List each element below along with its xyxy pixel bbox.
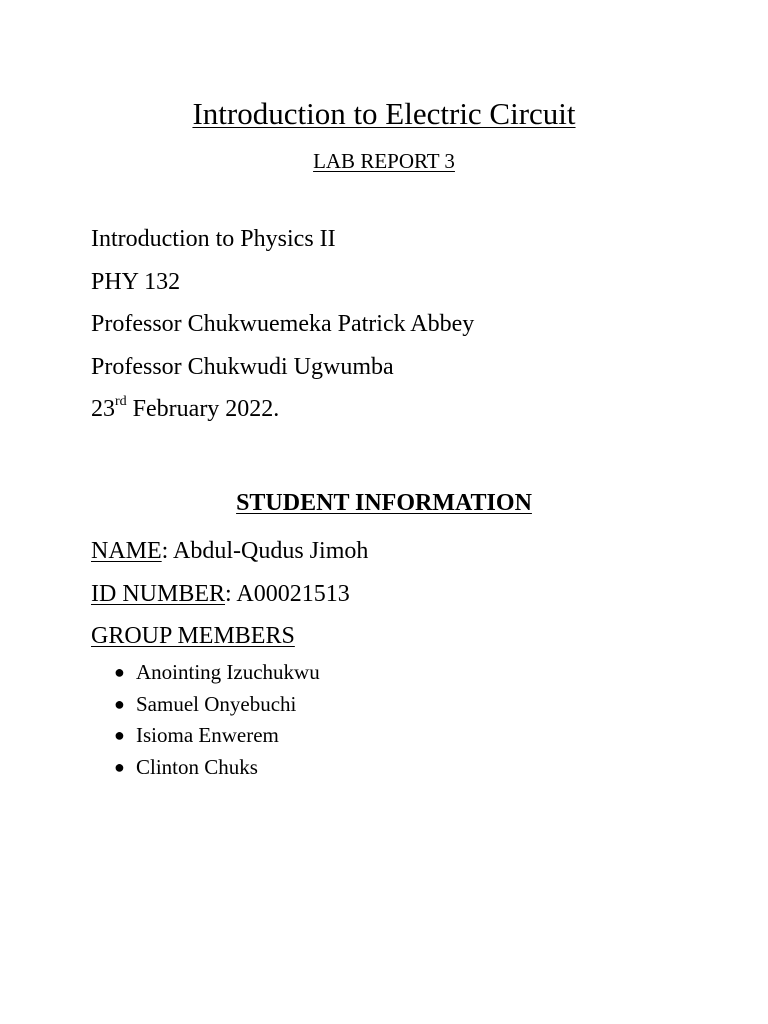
document-title-text: Introduction to Electric Circuit — [192, 96, 576, 131]
course-name: Introduction to Physics II — [91, 226, 336, 252]
student-id-value: : A00021513 — [225, 580, 350, 607]
group-member-name: Samuel Onyebuchi — [136, 691, 297, 716]
professor-1: Professor Chukwuemeka Patrick Abbey — [91, 311, 475, 337]
group-member-name: Clinton Chuks — [136, 754, 258, 779]
course-info-block — [91, 218, 474, 431]
bullet-icon: ● — [114, 756, 125, 777]
document-subtitle — [0, 148, 768, 174]
student-information-heading-text: STUDENT INFORMATION — [236, 490, 532, 516]
report-date — [91, 388, 474, 431]
document-subtitle-text: LAB REPORT 3 — [313, 149, 455, 173]
bullet-icon: ● — [114, 693, 125, 714]
document-title — [0, 94, 768, 134]
report-date-suffix: rd — [115, 394, 127, 409]
list-item — [114, 720, 320, 752]
list-item — [114, 689, 320, 721]
group-members-line — [91, 615, 368, 658]
group-member-name: Anointing Izuchukwu — [136, 660, 320, 684]
report-date-rest: February 2022. — [126, 396, 280, 422]
student-id-label: ID NUMBER — [91, 580, 226, 607]
bullet-icon: ● — [114, 662, 125, 682]
course-code: PHY 132 — [91, 268, 181, 295]
list-item — [114, 752, 320, 784]
report-date-day: 23 — [91, 396, 115, 422]
student-name-line — [91, 530, 368, 573]
group-member-name: Isioma Enwerem — [136, 723, 279, 747]
bullet-icon: ● — [114, 725, 125, 745]
professor-2: Professor Chukwudi Ugwumba — [91, 353, 394, 380]
list-item — [114, 657, 320, 689]
student-info-block — [91, 530, 368, 658]
student-name-value: : Abdul-Qudus Jimoh — [161, 538, 369, 564]
group-members-list — [114, 657, 320, 783]
group-members-label: GROUP MEMBERS — [91, 623, 295, 649]
student-information-heading — [0, 487, 768, 519]
student-id-line — [91, 573, 368, 616]
student-name-label: NAME — [91, 538, 162, 564]
